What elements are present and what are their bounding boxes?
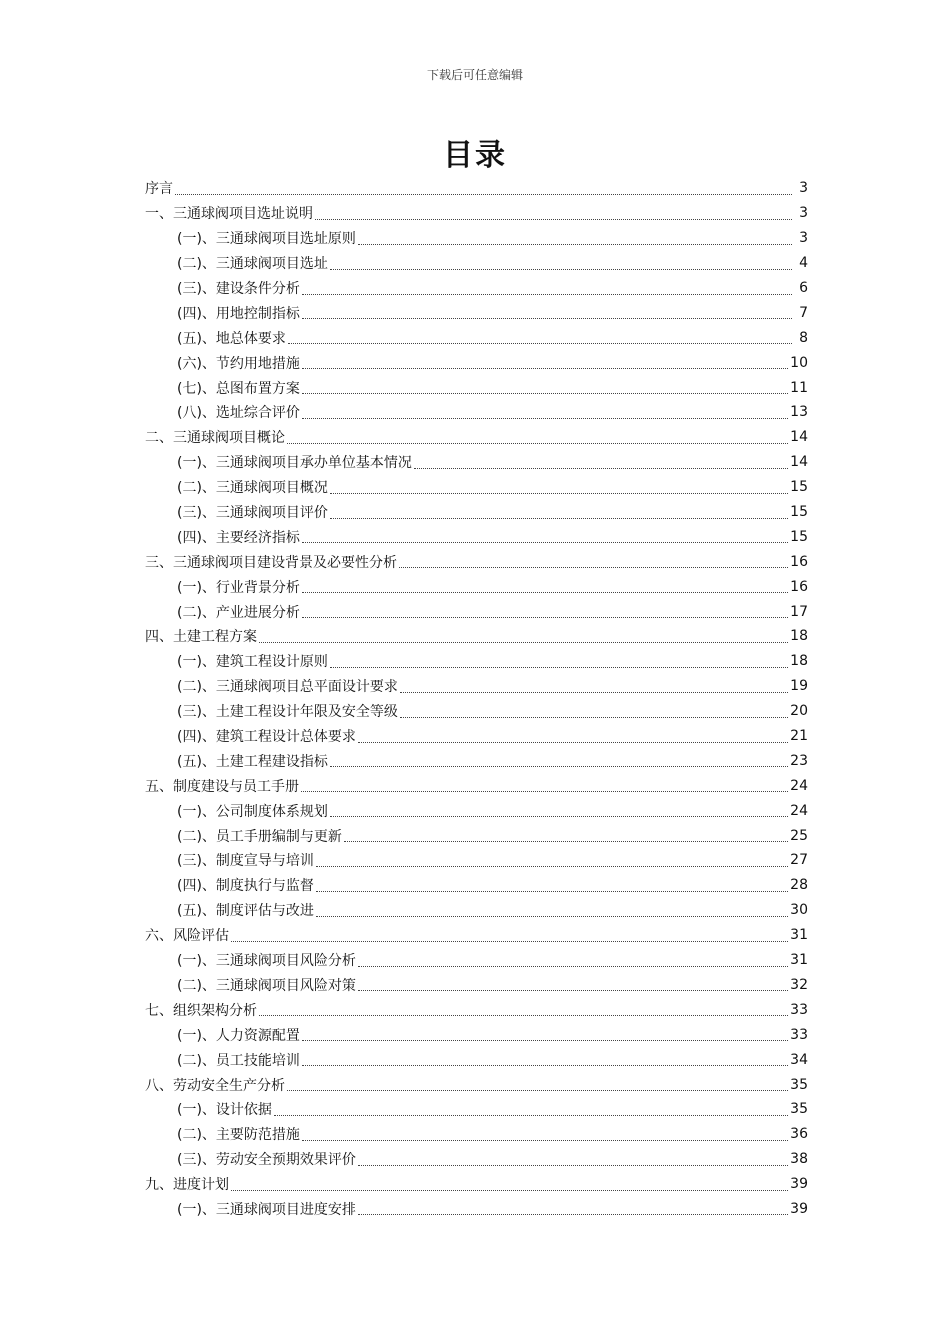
- toc-dot-leader: [330, 802, 788, 817]
- toc-dot-leader: [330, 479, 788, 494]
- toc-page-number: 31: [790, 927, 808, 944]
- toc-dot-leader: [400, 678, 788, 693]
- toc-chapter-entry[interactable]: [145, 425, 808, 450]
- toc-dot-leader: [358, 976, 788, 991]
- toc-entry-title: 四、土建工程方案: [145, 629, 257, 646]
- toc-page-number: 21: [790, 728, 808, 745]
- toc-page-number: 13: [790, 404, 808, 421]
- toc-entry-title: (七)、总图布置方案: [177, 380, 300, 397]
- toc-entry-title: (六)、节约用地措施: [177, 355, 300, 372]
- toc-chapter-entry[interactable]: [145, 1172, 808, 1197]
- toc-entry-title: (一)、三通球阀项目进度安排: [177, 1201, 356, 1218]
- toc-page-number: 38: [790, 1151, 808, 1168]
- toc-entry-title: (二)、三通球阀项目总平面设计要求: [177, 679, 398, 696]
- toc-page-number: 25: [790, 827, 808, 844]
- toc-dot-leader: [358, 952, 788, 967]
- toc-entry-title: (二)、三通球阀项目选址: [177, 256, 328, 273]
- toc-page-number: 7: [799, 304, 808, 321]
- toc-dot-leader: [358, 230, 792, 245]
- toc-section-entry[interactable]: [145, 226, 808, 251]
- toc-page-number: 18: [790, 653, 808, 670]
- toc-section-entry[interactable]: [145, 823, 808, 848]
- toc-entry-title: 二、三通球阀项目概论: [145, 430, 285, 447]
- toc-chapter-entry[interactable]: [145, 773, 808, 798]
- toc-section-entry[interactable]: [145, 674, 808, 699]
- toc-page-number: 15: [790, 504, 808, 521]
- toc-page-number: 11: [790, 379, 808, 396]
- toc-page-number: 17: [790, 603, 808, 620]
- toc-entry-title: (二)、三通球阀项目风险对策: [177, 977, 356, 994]
- toc-dot-leader: [302, 404, 788, 419]
- toc-section-entry[interactable]: [145, 574, 808, 599]
- toc-chapter-entry[interactable]: [145, 997, 808, 1022]
- toc-page-number: 14: [790, 429, 808, 446]
- toc-page-number: 24: [790, 777, 808, 794]
- toc-dot-leader: [399, 553, 788, 568]
- toc-entry-title: (二)、员工手册编制与更新: [177, 828, 342, 845]
- toc-section-entry[interactable]: [145, 300, 808, 325]
- toc-dot-leader: [287, 429, 788, 444]
- toc-page-number: 6: [799, 280, 808, 296]
- toc-entry-title: (一)、行业背景分析: [177, 579, 300, 596]
- toc-entry-title: (三)、建设条件分析: [177, 281, 300, 297]
- toc-dot-leader: [330, 255, 792, 270]
- toc-entry-title: (一)、人力资源配置: [177, 1027, 300, 1044]
- toc-dot-leader: [302, 528, 788, 543]
- toc-page-number: 39: [790, 1176, 808, 1193]
- toc-entry-title: 序言: [145, 181, 173, 198]
- toc-page-number: 20: [790, 703, 808, 720]
- toc-chapter-entry[interactable]: [145, 624, 808, 649]
- toc-section-entry[interactable]: [145, 400, 808, 425]
- toc-dot-leader: [302, 1051, 788, 1066]
- toc-dot-leader: [330, 653, 788, 668]
- toc-entry-title: (五)、地总体要求: [177, 330, 286, 347]
- toc-section-entry[interactable]: [145, 898, 808, 923]
- toc-entry-title: 八、劳动安全生产分析: [145, 1077, 285, 1094]
- toc-dot-leader: [274, 1101, 788, 1116]
- toc-dot-leader: [302, 1026, 788, 1041]
- table-of-contents: [145, 176, 808, 1221]
- toc-chapter-entry[interactable]: [145, 201, 808, 226]
- toc-page-number: 35: [790, 1101, 808, 1118]
- toc-dot-leader: [231, 927, 788, 942]
- toc-dot-leader: [358, 1151, 788, 1166]
- toc-entry-title: (一)、三通球阀项目承办单位基本情况: [177, 455, 412, 472]
- toc-dot-leader: [288, 329, 792, 344]
- toc-chapter-entry[interactable]: [145, 1072, 808, 1097]
- toc-entry-title: (三)、三通球阀项目评价: [177, 505, 328, 522]
- toc-entry-title: 七、组织架构分析: [145, 1002, 257, 1019]
- toc-page-number: 3: [799, 230, 808, 247]
- toc-dot-leader: [316, 902, 788, 917]
- toc-section-entry[interactable]: [145, 500, 808, 525]
- toc-dot-leader: [344, 827, 788, 842]
- toc-dot-leader: [316, 852, 788, 867]
- toc-section-entry[interactable]: [145, 1197, 808, 1222]
- toc-dot-leader: [287, 1076, 788, 1091]
- toc-dot-leader: [175, 180, 792, 195]
- toc-section-entry[interactable]: [145, 848, 808, 873]
- toc-chapter-entry[interactable]: [145, 176, 808, 201]
- toc-section-entry[interactable]: [145, 350, 808, 375]
- toc-dot-leader: [301, 777, 788, 792]
- toc-page-number: 24: [790, 802, 808, 819]
- toc-section-entry[interactable]: [145, 599, 808, 624]
- toc-section-entry[interactable]: [145, 1047, 808, 1072]
- toc-section-entry[interactable]: [145, 649, 808, 674]
- toc-page-number: 15: [790, 479, 808, 496]
- toc-section-entry[interactable]: [145, 973, 808, 998]
- toc-page-number: 8: [799, 329, 808, 346]
- toc-page-number: 28: [790, 877, 808, 894]
- toc-dot-leader: [358, 1200, 788, 1215]
- toc-page-number: 16: [790, 578, 808, 595]
- toc-entry-title: (三)、劳动安全预期效果评价: [177, 1152, 356, 1169]
- toc-section-entry[interactable]: [145, 475, 808, 500]
- toc-entry-title: (一)、三通球阀项目选址原则: [177, 231, 356, 248]
- toc-page-number: 27: [790, 852, 808, 869]
- toc-section-entry[interactable]: [145, 873, 808, 898]
- toc-section-entry[interactable]: [145, 1122, 808, 1147]
- toc-page-number: 3: [799, 205, 808, 222]
- toc-entry-title: (四)、主要经济指标: [177, 529, 300, 546]
- toc-dot-leader: [316, 877, 788, 892]
- toc-dot-leader: [302, 379, 788, 394]
- page-title: 目录: [443, 138, 507, 173]
- toc-entry-title: (二)、员工技能培训: [177, 1052, 300, 1069]
- toc-section-entry[interactable]: [145, 1147, 808, 1172]
- toc-entry-title: 一、三通球阀项目选址说明: [145, 206, 313, 223]
- toc-dot-leader: [302, 603, 788, 618]
- toc-entry-title: (四)、建筑工程设计总体要求: [177, 729, 356, 746]
- toc-section-entry[interactable]: [145, 948, 808, 973]
- toc-page-number: 10: [790, 354, 808, 371]
- toc-section-entry[interactable]: [145, 699, 808, 724]
- toc-page-number: 3: [799, 180, 808, 197]
- toc-page-number: 32: [790, 976, 808, 993]
- toc-section-entry[interactable]: [145, 798, 808, 823]
- toc-entry-title: 五、制度建设与员工手册: [145, 778, 299, 795]
- toc-entry-title: (二)、主要防范措施: [177, 1127, 300, 1144]
- toc-dot-leader: [302, 354, 788, 369]
- toc-page-number: 4: [799, 255, 808, 272]
- toc-section-entry[interactable]: [145, 375, 808, 400]
- toc-page-number: 36: [790, 1126, 808, 1143]
- toc-entry-title: (四)、用地控制指标: [177, 305, 300, 322]
- toc-entry-title: (一)、公司制度体系规划: [177, 803, 328, 820]
- toc-page-number: 39: [790, 1200, 808, 1217]
- toc-section-entry[interactable]: [145, 325, 808, 350]
- toc-section-entry[interactable]: [145, 748, 808, 773]
- toc-entry-title: (二)、产业进展分析: [177, 604, 300, 621]
- toc-chapter-entry[interactable]: [145, 549, 808, 574]
- toc-entry-title: (三)、制度宣导与培训: [177, 853, 314, 870]
- toc-entry-title: (一)、三通球阀项目风险分析: [177, 953, 356, 970]
- toc-dot-leader: [259, 628, 788, 643]
- toc-entry-title: 九、进度计划: [145, 1177, 229, 1194]
- toc-section-entry[interactable]: [145, 524, 808, 549]
- toc-page-number: 19: [790, 678, 808, 695]
- toc-page-number: 35: [790, 1076, 808, 1093]
- toc-page-number: 18: [790, 628, 808, 645]
- toc-page-number: 14: [790, 454, 808, 471]
- toc-page-number: 33: [790, 1001, 808, 1018]
- toc-dot-leader: [302, 578, 788, 593]
- toc-dot-leader: [330, 504, 788, 519]
- toc-section-entry[interactable]: [145, 450, 808, 475]
- toc-dot-leader: [400, 703, 788, 718]
- toc-section-entry[interactable]: [145, 251, 808, 276]
- toc-entry-title: (一)、设计依据: [177, 1102, 272, 1119]
- toc-entry-title: (三)、土建工程设计年限及安全等级: [177, 704, 398, 721]
- toc-page-number: 23: [790, 752, 808, 769]
- toc-dot-leader: [231, 1176, 788, 1191]
- toc-entry-title: (五)、土建工程建设指标: [177, 753, 328, 770]
- toc-dot-leader: [414, 454, 788, 469]
- toc-page-number: 33: [790, 1026, 808, 1043]
- toc-dot-leader: [330, 752, 788, 767]
- toc-entry-title: 三、三通球阀项目建设背景及必要性分析: [145, 554, 397, 571]
- toc-page-number: 15: [790, 528, 808, 545]
- toc-dot-leader: [302, 1126, 788, 1141]
- toc-section-entry[interactable]: [145, 724, 808, 749]
- toc-dot-leader: [259, 1001, 788, 1016]
- toc-dot-leader: [358, 728, 788, 743]
- toc-dot-leader: [315, 205, 792, 220]
- toc-entry-title: (二)、三通球阀项目概况: [177, 480, 328, 497]
- toc-section-entry[interactable]: [145, 1022, 808, 1047]
- toc-entry-title: (五)、制度评估与改进: [177, 903, 314, 920]
- toc-entry-title: 六、风险评估: [145, 928, 229, 945]
- toc-page-number: 30: [790, 902, 808, 919]
- toc-section-entry[interactable]: [145, 1097, 808, 1122]
- toc-page-number: 16: [790, 553, 808, 570]
- toc-section-entry[interactable]: [145, 276, 808, 301]
- header-note: 下载后可任意编辑: [426, 68, 523, 82]
- toc-page-number: 31: [790, 952, 808, 969]
- toc-entry-title: (八)、选址综合评价: [177, 405, 300, 422]
- toc-entry-title: (一)、建筑工程设计原则: [177, 654, 328, 671]
- toc-chapter-entry[interactable]: [145, 923, 808, 948]
- toc-entry-title: (四)、制度执行与监督: [177, 878, 314, 895]
- toc-page-number: 34: [790, 1051, 808, 1068]
- toc-dot-leader: [302, 280, 792, 295]
- toc-dot-leader: [302, 304, 792, 319]
